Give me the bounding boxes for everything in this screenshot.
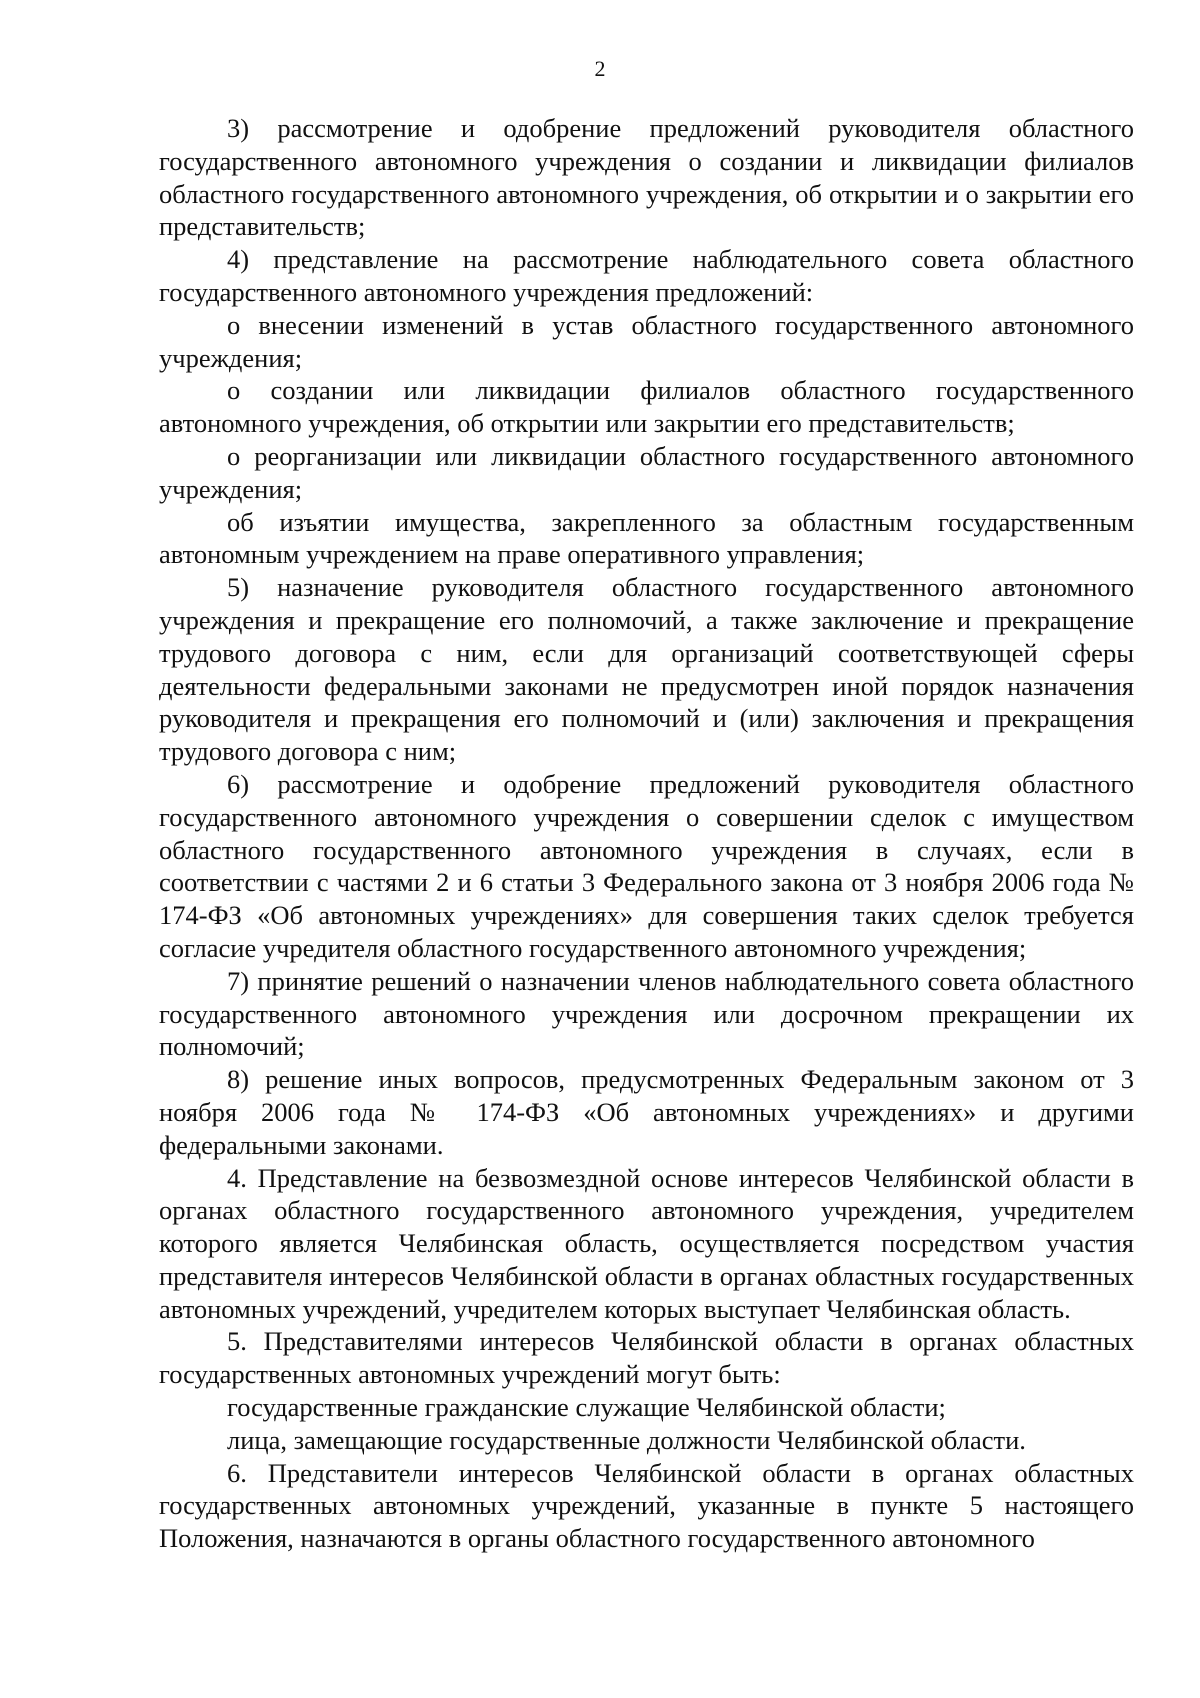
paragraph-section-4: 4. Представление на безвозмездной основе интересов Челябинской области в органах областного государственного автономного учреждения, учредителем которого является Челябинская область, осуществляется посредством участия представителя интересов Челябинской области в органах областных государственных автономных учреждений, учредителем которых выступает Челябинская область. [159, 1162, 1134, 1324]
paragraph-item-3: 3) рассмотрение и одобрение предложений руководителя областного государственного автономного учреждения о создании и ликвидации филиалов областного государственного автономного учреждения, об открытии и о закрытии его представительств; [159, 113, 1134, 242]
paragraph-sub-officials: лица, замещающие государственные должности Челябинской области. [227, 1424, 1026, 1455]
paragraph-sub-civil-servants: государственные гражданские служащие Челябинской области; [227, 1392, 946, 1423]
paragraph-sub-charter: о внесении изменений в устав областного государственного автономного учреждения; [159, 309, 1134, 373]
paragraph-sub-property: об изъятии имущества, закрепленного за областным государственным автономным учреждением на праве оперативного управления; [159, 506, 1134, 570]
paragraph-section-6: 6. Представители интересов Челябинской области в органах областных государственных автономных учреждений, указанные в пункте 5 настоящего Положения, назначаются в органы областного государственного автономного [159, 1457, 1134, 1554]
document-body [159, 112, 1134, 1555]
paragraph-sub-reorganization: о реорганизации или ликвидации областного государственного автономного учреждения; [159, 440, 1134, 504]
paragraph-item-7: 7) принятие решений о назначении членов наблюдательного совета областного государственного автономного учреждения или досрочном прекращении их полномочий; [159, 965, 1134, 1062]
paragraph-item-4: 4) представление на рассмотрение наблюдательного совета областного государственного автономного учреждения предложений: [159, 244, 1134, 307]
paragraph-item-8: 8) решение иных вопросов, предусмотренных Федеральным законом от 3 ноября 2006 года № 174-ФЗ «Об автономных учреждениях» и другими федеральными законами. [159, 1064, 1134, 1160]
page-number: 2 [594, 56, 606, 81]
paragraph-item-5: 5) назначение руководителя областного государственного автономного учреждения и прекращение его полномочий, а также заключение и прекращение трудового договора с ним, если для организаций соответствующей сферы деятельности федеральными законами не предусмотрен иной порядок назначения руководителя и прекращения его полномочий и (или) заключения и прекращения трудового договора с ним; [159, 572, 1134, 767]
paragraph-sub-branches: о создании или ликвидации филиалов областного государственного автономного учреждения, об открытии или закрытии его представительств; [159, 375, 1134, 439]
paragraph-item-6: 6) рассмотрение и одобрение предложений руководителя областного государственного автономного учреждения о совершении сделок с имуществом областного государственного автономного учреждения в случаях, если в соответствии с частями 2 и 6 статьи 3 Федерального закона от 3 ноября 2006 года № 174-ФЗ «Об автономных учреждениях» для совершения таких сделок требуется согласие учредителя областного государственного автономного учреждения; [159, 768, 1134, 963]
paragraph-section-5: 5. Представителями интересов Челябинской области в органах областных государственных автономных учреждений могут быть: [159, 1326, 1134, 1390]
